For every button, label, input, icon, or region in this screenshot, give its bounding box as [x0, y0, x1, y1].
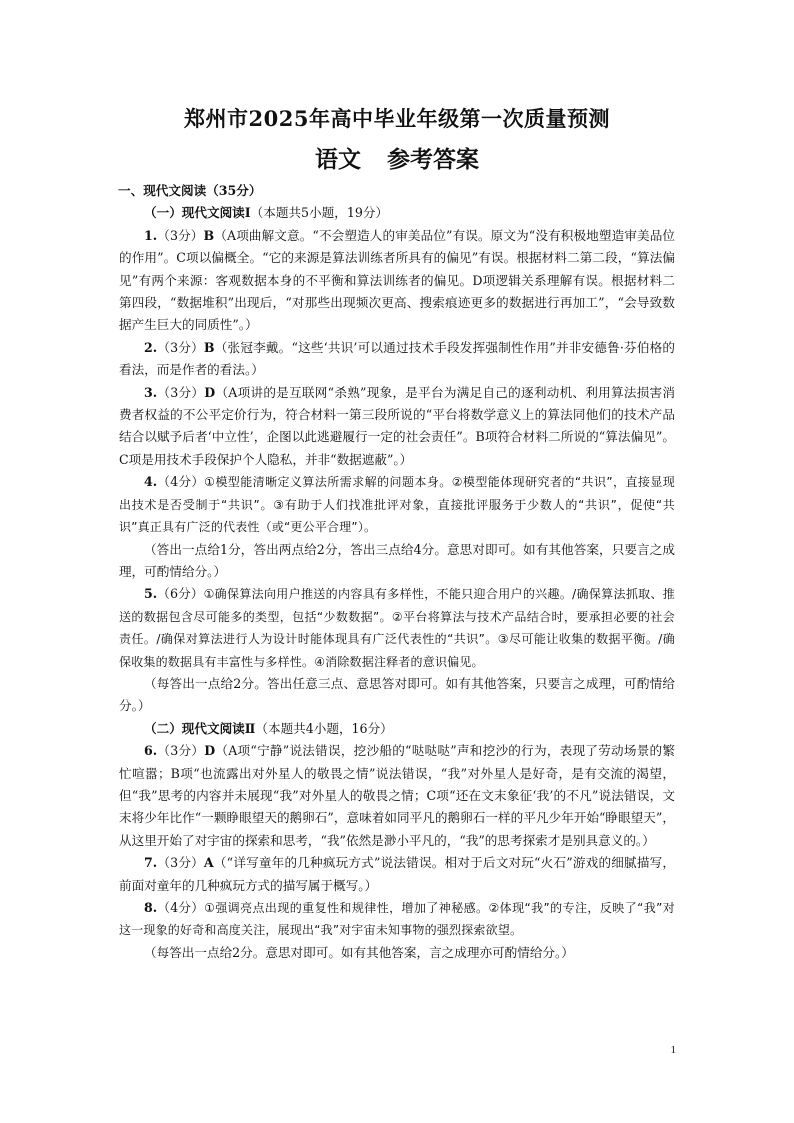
- answer-choice: D: [204, 743, 216, 759]
- part-meta: （本题共5小题，19分）: [250, 205, 389, 221]
- document-title: 郑州市2025年高中毕业年级第一次质量预测: [184, 106, 610, 131]
- answer-q7: [119, 852, 675, 897]
- page-number: 1: [670, 1044, 676, 1056]
- answer-choice: D: [204, 384, 216, 400]
- question-score: （3分）: [157, 339, 204, 355]
- answer-q4: [119, 471, 675, 538]
- question-score: （3分）: [157, 855, 204, 871]
- question-number: 3.: [144, 384, 158, 400]
- answer-q2: [119, 337, 675, 382]
- answer-q5: [119, 583, 675, 673]
- question-score: （4分）: [157, 900, 205, 915]
- part-label: （二）现代文阅读Ⅱ: [144, 720, 256, 736]
- answer-explanation: （张冠李戴。“这些‘共识’可以通过技术手段发挥强制性作用”并非安德鲁·芬伯格的看法，而是作者的看法。）: [119, 339, 676, 378]
- part-label: （一）现代文阅读Ⅰ: [144, 205, 251, 221]
- answer-q6: [119, 740, 675, 852]
- answer-q8: [119, 897, 675, 942]
- answer-content: [119, 180, 675, 964]
- answer-explanation: （A项“宁静”说法错误，挖沙船的“哒哒哒”声和挖沙的行为，表现了劳动场景的繁忙喧嚣；B项“也流露出对外星人的敬畏之情”说法错误，“我”对外星人是好奇，是有交流的渴望，但“我”思考的内容并未展现“我”对外星人的敬畏之情；C项“还在文末象征‘我’的不凡”说法错误，文末将少年比作“一颗睁眼望天的鹅卵石”，意味着如同平凡的鹅卵石一样的平凡少年开始“睁眼望天”，从这里开始了对宇宙的探索和思考，“我”依然是渺小平凡的，“我”的思考探索才是别具意义的。）: [119, 743, 675, 848]
- subject-label: 语文: [315, 146, 361, 173]
- question-score: （6分）: [157, 586, 204, 602]
- scoring-note-q4: （答出一点给1分，答出两点给2分，答出三点给4分。意思对即可。如有其他答案，只要言之成理，可酌情给分。）: [119, 541, 675, 579]
- question-number: 8.: [144, 900, 158, 915]
- handwritten-answer: ①强调亮点出现的重复性和规律性，增加了神秘感。②体现“我”的专注，反映了“我”对这一现象的好奇和高度关注，展现出“我”对宇宙未知事物的强烈探索欲望。: [119, 901, 676, 938]
- question-score: （3分）: [157, 384, 205, 400]
- answer-explanation: （A项讲的是互联网“杀熟”现象，是平台为满足自己的逐利动机、利用算法损害消费者权益的不公平定价行为，符合材料一第三段所说的“平台将数学意义上的算法同他们的技术产品结合以赋予后者‘中立性’，企图以此逃避履行一定的社会责任”。B项符合材料二所说的“算法偏见”。C项是用技术手段保护个人隐私，并非“数据遮蔽”。）: [119, 384, 675, 467]
- answer-explanation: （A项曲解文意。“不会塑造人的审美品位”有误。原文为“没有积极地塑造审美品位的作用”。C项以偏概全。“它的来源是算法训练者所具有的偏见”有误。根据材料二第二段，“算法偏见”有两个来源：客观数据本身的不平衡和算法训练者的偏见。D项逻辑关系理解有误。根据材料二第四段，“数据堆积”出现后，“对那些出现频次更高、搜索痕迹更多的数据进行再加工”，“会导致数据产生巨大的同质性”。）: [119, 227, 675, 333]
- answer-choice: B: [203, 339, 215, 355]
- section-heading: 一、现代文阅读（35分）: [118, 183, 262, 198]
- question-number: 5.: [144, 586, 158, 602]
- question-number: 1.: [144, 227, 158, 243]
- answer-key-label: 参考答案: [387, 146, 479, 173]
- answer-choice: A: [203, 855, 214, 871]
- question-number: 4.: [144, 474, 158, 490]
- question-number: 7.: [144, 855, 158, 871]
- part-heading-2: [119, 718, 675, 740]
- scoring-note-q8: （每答出一点给2分。意思对即可。如有其他答案，言之成理亦可酌情给分。）: [144, 944, 574, 960]
- answer-choice: B: [203, 227, 215, 243]
- handwritten-answer: ①确保算法向用户推送的内容具有多样性，不能只迎合用户的兴趣。/确保算法抓取、推送的数据包含尽可能多的类型，包括“少数数据”。②平台将算法与技术产品结合时，要承担必要的社会责任。/确保对算法进行人为设计时能体现具有广泛代表性的“共识”。③尽可能让收集的数据平衡。/确保收集的数据具有丰富性与多样性。④消除数据注释者的意识偏见。: [119, 587, 676, 669]
- question-number: 2.: [144, 339, 158, 355]
- part-heading-1: [119, 202, 675, 224]
- answer-q3: [119, 382, 675, 472]
- answer-q1: [119, 225, 675, 337]
- scoring-note-q5: （每答出一点给2分。答出任意三点、意思答对即可。如有其他答案，只要言之成理，可酌情给分。）: [119, 675, 675, 714]
- question-number: 6.: [144, 743, 158, 759]
- question-score: （3分）: [157, 743, 205, 759]
- answer-explanation: （“详写童年的几种疯玩方式”说法错误。相对于后文对玩“火石”游戏的细腻描写，前面对童年的几种疯玩方式的描写属于概写。）: [119, 855, 675, 893]
- part-meta: （本题共4小题，16分）: [255, 720, 393, 736]
- question-score: （3分）: [157, 227, 204, 243]
- question-score: （4分）: [157, 474, 205, 490]
- document-subtitle: [0, 141, 794, 174]
- handwritten-answer: ①模型能清晰定义算法所需求解的问题本身。②模型能体现研究者的“共识”，直接显现出技术是否受制于“共识”。③有助于人们找准批评对象，直接批评服务于少数人的“共识”，促使“共识”真正具有广泛的代表性（或“更公平合理”）。: [119, 475, 675, 535]
